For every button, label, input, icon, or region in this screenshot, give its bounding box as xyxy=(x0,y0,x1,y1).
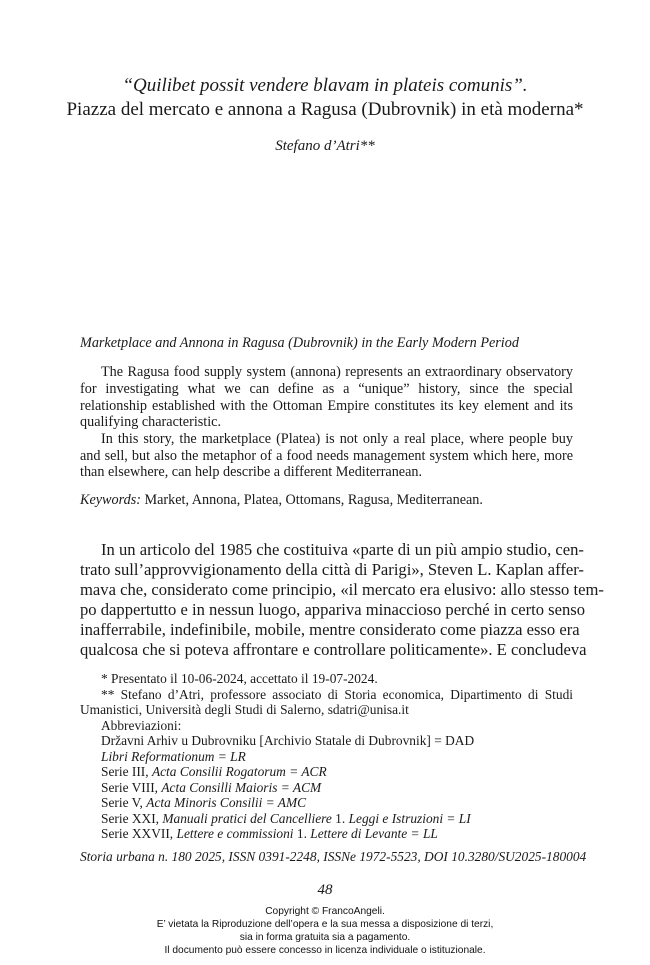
abbreviation-item xyxy=(101,780,321,796)
abstract-line: for investigating what we can define as a “unique” history, since the special xyxy=(80,381,573,397)
abbreviation-text: Serie III, xyxy=(101,764,152,779)
copyright-line: E’ vietata la Riproduzione dell’opera e la sua messa a disposizione di terzi, xyxy=(156,919,494,930)
abbreviation-text: Serie V, xyxy=(101,795,147,810)
abbreviation-italic: Manuali pratici del Cancelliere xyxy=(162,810,332,826)
abstract-line: In this story, the marketplace (Platea) is not only a real place, where people buy xyxy=(101,431,573,447)
abstract-line: qualifying characteristic. xyxy=(80,414,222,430)
keywords-label: Keywords: xyxy=(80,492,141,508)
abstract-line: The Ragusa food supply system (annona) represents an extraordinary observatory xyxy=(101,364,573,380)
article-title: Piazza del mercato e annona a Ragusa (Dubrovnik) in età moderna* xyxy=(66,99,584,120)
footnote-2-line: ** Stefano d’Atri, professore associato di Storia economica, Dipartimento di Studi xyxy=(101,686,573,702)
copyright-line: Il documento può essere concesso in licenza individuale o istituzionale. xyxy=(164,945,486,956)
abbreviations-heading: Abbreviazioni: xyxy=(101,717,182,733)
author-name: Stefano d’Atri** xyxy=(275,138,375,154)
abbreviation-text: Serie VIII, xyxy=(101,779,162,795)
body-line: po dappertutto e in nessun luogo, appariva minaccioso perché in certo senso xyxy=(80,600,586,619)
body-line: qualcosa che si poteva affrontare e controllare politicamente». E concludeva xyxy=(80,640,587,659)
keywords-text: Market, Annona, Platea, Ottomans, Ragusa, Mediterranean. xyxy=(140,492,483,508)
journal-citation: Storia urbana n. 180 2025, ISSN 0391-2248, ISSNe 1972-5523, DOI 10.3280/SU2025-180004 xyxy=(80,849,587,864)
page-number: 48 xyxy=(317,882,333,898)
abbreviation-item xyxy=(101,764,327,780)
abbreviation-italic: Libri Reformationum = LR xyxy=(101,748,246,764)
copyright-line: Copyright © FrancoAngeli. xyxy=(265,906,385,917)
abbreviation-item xyxy=(101,826,438,842)
abbreviation-text: Serie XXVII, xyxy=(101,826,177,841)
abbreviation-italic: Lettere e commissioni xyxy=(176,826,294,841)
copyright-line: sia in forma gratuita sia a pagamento. xyxy=(239,932,411,943)
abbreviation-text: 1. xyxy=(293,826,311,841)
body-line: mava che, considerato come principio, «il mercato era elusivo: allo stesso tem- xyxy=(80,580,604,599)
keywords xyxy=(80,492,483,509)
abbreviation-italic: Leggi e Istruzioni = LI xyxy=(348,810,471,826)
body-line: trato sull’approvvigionamento della città di Parigi», Steven L. Kaplan affer- xyxy=(80,560,584,579)
abbreviation-item xyxy=(101,749,246,765)
abbreviation-item xyxy=(101,733,474,749)
footnote-2-line: Umanistici, Università degli Studi di Salerno, sdatri@unisa.it xyxy=(80,702,409,717)
abbreviation-italic: Acta Consilli Maioris = ACM xyxy=(161,779,322,795)
abstract-line: than elsewhere, can help describe a different Mediterranean. xyxy=(80,464,423,480)
abbreviation-text: 1. xyxy=(331,810,349,826)
abbreviation-italic: Lettere di Levante = LL xyxy=(310,826,438,841)
body-line: inafferrabile, indefinibile, mobile, mentre considerato come piazza esso era xyxy=(80,620,580,639)
footnote-1: * Presentato il 10-06-2024, accettato il 19-07-2024. xyxy=(101,671,378,686)
abbreviation-item xyxy=(101,811,471,827)
body-line: In un articolo del 1985 che costituiva «parte di un più ampio studio, cen- xyxy=(101,540,584,559)
abbreviation-item xyxy=(101,795,306,811)
abbreviation-text: Državni Arhiv u Dubrovniku [Archivio Statale di Dubrovnik] = DAD xyxy=(101,733,475,748)
abstract-line: relationship established with the Ottoman Empire constitutes its key element and its xyxy=(80,398,573,414)
english-title: Marketplace and Annona in Ragusa (Dubrovnik) in the Early Modern Period xyxy=(80,335,519,351)
article-title-italic: “Quilibet possit vendere blavam in plateis comunis”. xyxy=(122,75,528,96)
abstract-line: and sell, but also the metaphor of a food needs management system which here, more xyxy=(80,448,573,464)
abbreviation-text: Serie XXI, xyxy=(101,810,163,826)
abbreviation-italic: Acta Consilii Rogatorum = ACR xyxy=(151,764,327,779)
abbreviation-italic: Acta Minoris Consilii = AMC xyxy=(146,795,307,810)
